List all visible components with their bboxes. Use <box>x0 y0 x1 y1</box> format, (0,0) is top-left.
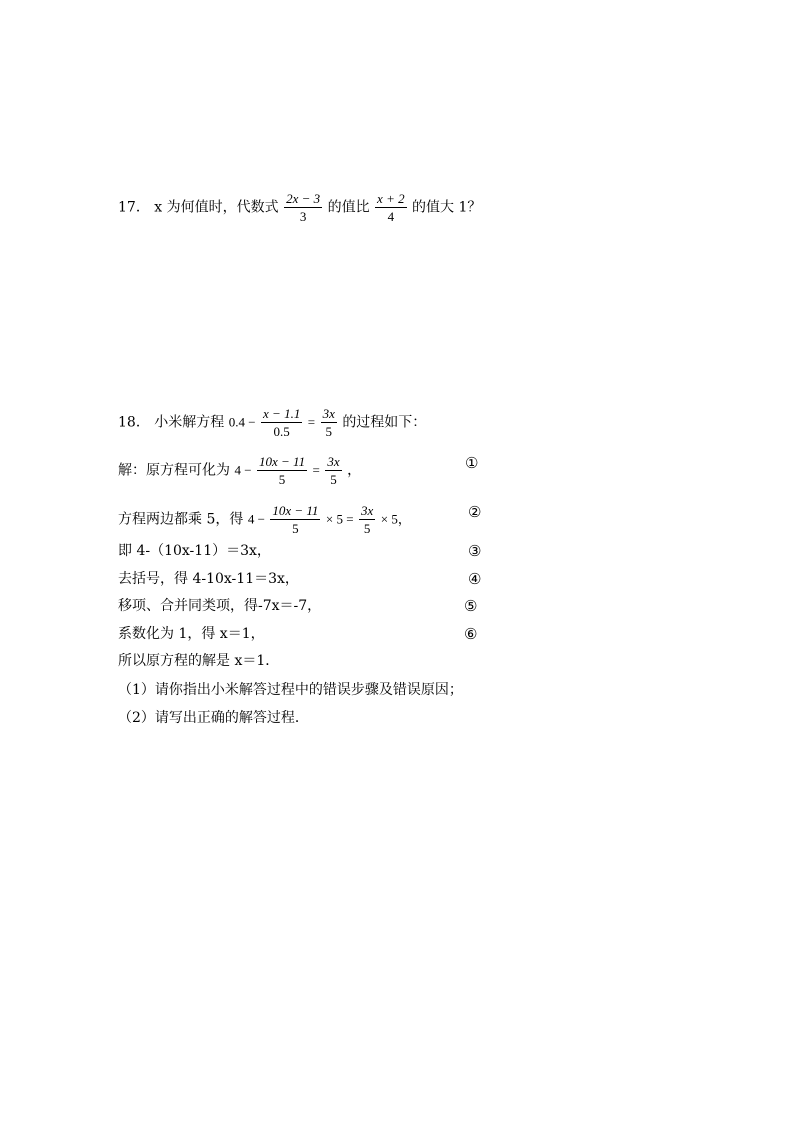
q17-fraction-1 <box>284 190 322 225</box>
step1-tail: ， <box>347 462 362 479</box>
q18-step-6: 系数化为 1，得 x＝1， <box>118 626 265 642</box>
q18-step-5: 移项、合并同类项，得-7x＝-7， <box>118 598 322 614</box>
q18-intro-equals: = <box>307 414 316 430</box>
step2-fraction-2 <box>359 502 375 537</box>
q18-conclusion: 所以原方程的解是 x＝1． <box>118 653 280 669</box>
step1-frac2-denominator: 5 <box>330 472 337 487</box>
step-5-marker: ⑤ <box>464 597 478 615</box>
q17-frac1-numerator: 2x − 3 <box>286 191 321 206</box>
step1-text: 解：原方程可化为 <box>118 462 230 479</box>
step1-frac2-numerator: 3x <box>327 454 340 469</box>
step-6-marker: ⑥ <box>464 625 478 643</box>
q18-step-3: 即 4-（10x-11）＝3x， <box>118 543 271 559</box>
q17-frac2-numerator: x + 2 <box>377 191 405 206</box>
step-2-marker: ② <box>468 503 482 521</box>
step-4-marker: ④ <box>468 570 482 588</box>
q18-part-1: （1）请你指出小米解答过程中的错误步骤及错误原因； <box>118 682 463 698</box>
step2-frac2-numerator: 3x <box>361 503 374 518</box>
step1-lead: 4 − <box>234 462 252 478</box>
q17-fraction-2 <box>375 190 407 225</box>
q18-intro-frac1-numerator: x − 1.1 <box>263 406 301 421</box>
step2-frac1-numerator: 10x − 11 <box>272 503 319 518</box>
q18-part-2: （2）请写出正确的解答过程． <box>118 710 309 726</box>
q17-text-b: 的值比 <box>327 199 370 216</box>
step1-frac1-numerator: 10x − 11 <box>259 454 306 469</box>
q18-intro-frac2-denominator: 5 <box>325 424 332 439</box>
q18-number: 18． <box>118 414 150 431</box>
q17-frac2-denominator: 4 <box>387 209 395 224</box>
question-17 <box>118 190 482 224</box>
step-3-marker: ③ <box>468 542 482 560</box>
step2-mid: × 5 = <box>325 511 354 527</box>
step2-lead: 4 − <box>247 511 265 527</box>
step1-fraction-2 <box>325 453 341 488</box>
step2-frac1-denominator: 5 <box>292 521 299 536</box>
q18-step-1 <box>118 453 362 487</box>
q17-text-c: 的值大 1？ <box>412 199 482 216</box>
q17-frac1-denominator: 3 <box>299 209 307 224</box>
step1-equals: = <box>312 462 320 478</box>
step2-tail: × 5， <box>380 511 411 527</box>
q18-step-2 <box>118 502 411 536</box>
step1-frac1-denominator: 5 <box>278 472 286 487</box>
q18-intro-lead: 0.4 − <box>228 414 256 430</box>
q18-intro-text-b: 的过程如下： <box>342 414 427 431</box>
step2-text: 方程两边都乘 5，得 <box>118 511 244 528</box>
step-1-marker: ① <box>465 454 479 472</box>
q17-number: 17． <box>118 199 150 216</box>
q17-text-a: x 为何值时，代数式 <box>154 199 279 216</box>
step1-fraction-1 <box>257 453 307 488</box>
q18-intro-fraction-2 <box>321 405 337 440</box>
q18-intro-fraction-1 <box>261 405 302 440</box>
q18-step-4: 去括号，得 4-10x-11＝3x， <box>118 571 299 587</box>
q18-intro-frac2-numerator: 3x <box>322 406 335 421</box>
step2-fraction-1 <box>270 502 320 537</box>
step2-frac2-denominator: 5 <box>363 521 371 536</box>
q18-intro-text: 小米解方程 <box>154 414 225 431</box>
q18-intro-frac1-denominator: 0.5 <box>273 424 290 439</box>
question-18-intro <box>118 405 427 439</box>
